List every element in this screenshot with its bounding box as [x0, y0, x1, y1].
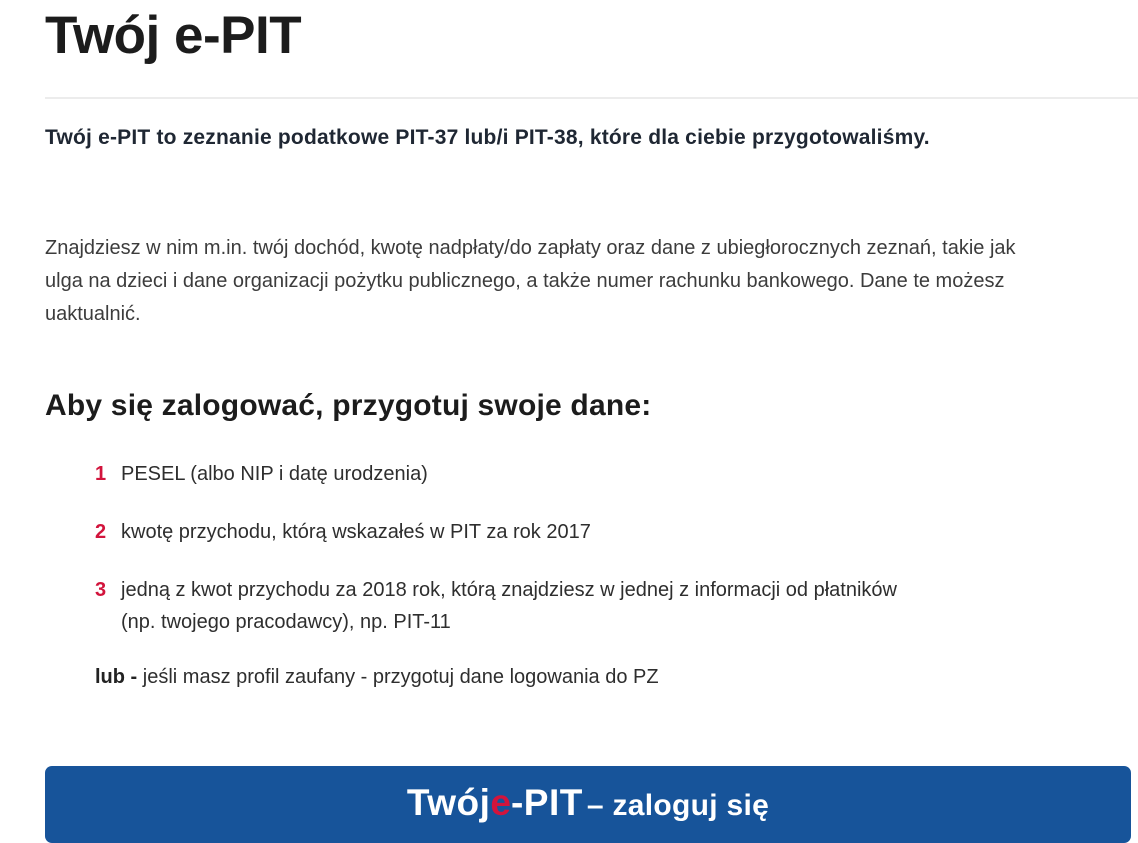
list-item-line: jedną z kwot przychodu za 2018 rok, którą znajdziesz w jednej z informacji od płatników [121, 579, 897, 601]
divider [45, 97, 1138, 99]
description [45, 232, 1093, 331]
login-button-action-label: – zaloguj się [586, 789, 770, 822]
alternative-login-note [95, 664, 1093, 690]
list-item [45, 516, 1093, 548]
login-button-brand-e-accent: e [490, 782, 511, 823]
list-item-number: 3 [95, 579, 107, 601]
login-button-brand-prefix: Twój [406, 782, 491, 823]
alternative-text: jeśli masz profil zaufany - przygotuj dane logowania do PZ [137, 666, 659, 688]
intro-text: Twój e-PIT to zeznanie podatkowe PIT-37 lub/i PIT-38, które dla ciebie przygotowaliśmy. [45, 126, 930, 149]
login-button[interactable] [45, 766, 1131, 843]
list-item-number: 2 [95, 521, 107, 543]
description-line: Znajdziesz w nim m.in. twój dochód, kwotę nadpłaty/do zapłaty oraz dane z ubiegłorocznych zeznań, takie jak [45, 237, 1016, 259]
section-heading: Aby się zalogować, przygotuj swoje dane: [45, 389, 652, 422]
list-item-text [121, 574, 897, 638]
list-item [45, 458, 1093, 490]
list-item-number: 1 [95, 463, 107, 485]
list-item-line: PESEL (albo NIP i datę urodzenia) [121, 463, 428, 485]
list-item-text [121, 458, 428, 490]
list-item-line: (np. twojego pracodawcy), np. PIT-11 [121, 611, 451, 633]
requirements-list [45, 458, 1093, 638]
description-line: uaktualnić. [45, 303, 141, 325]
list-item-line: kwotę przychodu, którą wskazałeś w PIT za rok 2017 [121, 521, 591, 543]
description-line: ulga na dzieci i dane organizacji pożytku publicznego, a także numer rachunku bankowego. Dane te możesz [45, 270, 1005, 292]
list-item [45, 574, 1093, 638]
alternative-prefix: lub - [95, 666, 138, 688]
login-button-brand-suffix: -PIT [510, 782, 583, 823]
list-item-text [121, 516, 591, 548]
page-title: Twój e-PIT [45, 6, 302, 65]
